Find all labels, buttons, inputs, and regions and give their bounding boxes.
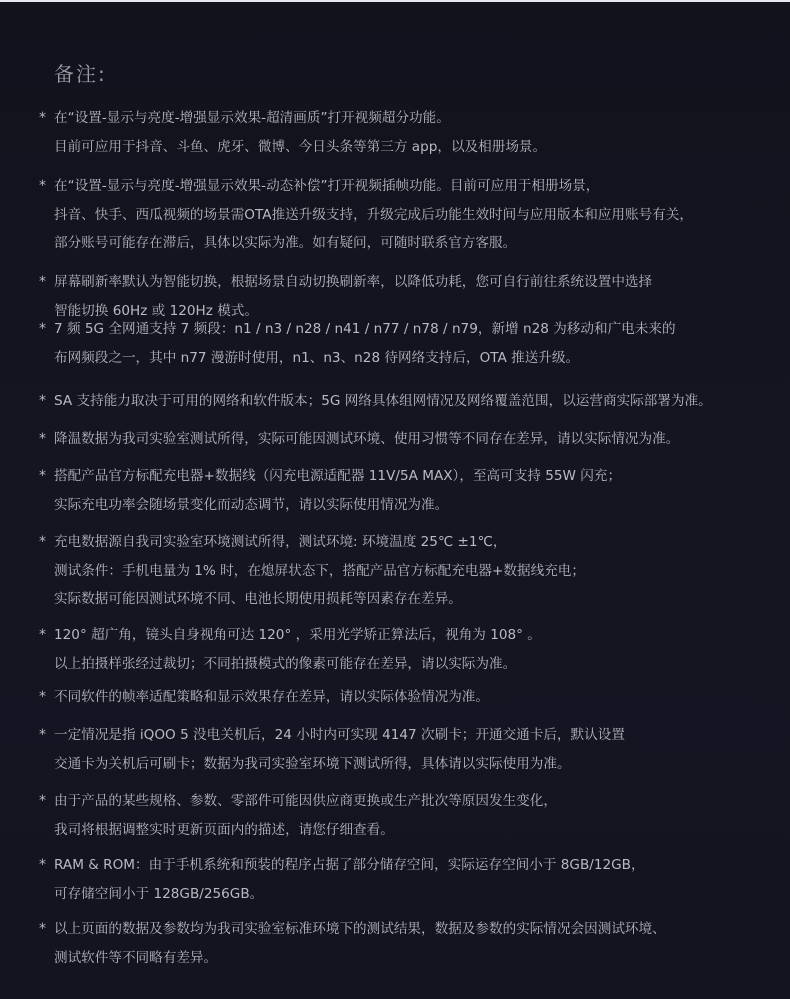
note-item — [39, 528, 790, 614]
note-line: 抖音、快手、西瓜视频的场景需OTA推送升级支持，升级完成后功能生效时间与应用版本和应用账号有关， — [54, 206, 693, 223]
note-item — [39, 172, 790, 258]
note-line: 目前可应用于抖音、斗鱼、虎牙、微博、今日头条等第三方 app，以及相册场景。 — [54, 138, 547, 155]
note-line: 测试软件等不同略有差异。 — [54, 949, 218, 966]
note-bullet: * — [39, 857, 46, 873]
note-line: 降温数据为我司实验室测试所得，实际可能因测试环境、使用习惯等不同存在差异，请以实际情况为准。 — [54, 431, 680, 447]
note-bullet: * — [39, 793, 46, 809]
note-line: 在“设置-显示与亮度-增强显示效果-动态补偿”打开视频插帧功能。目前可应用于相册场景， — [54, 178, 600, 194]
note-line: 测试条件：手机电量为 1% 时，在熄屏状态下，搭配产品官方标配充电器+数据线充电； — [54, 562, 585, 579]
note-line: 搭配产品官方标配充电器+数据线（闪充电源适配器 11V/5A MAX），至高可支持 55W 闪充； — [54, 468, 622, 484]
note-line: 充电数据源自我司实验室环境测试所得，测试环境: 环境温度 25℃ ±1℃， — [54, 534, 507, 550]
note-line: 实际数据可能因测试环境不同、电池长期使用损耗等因素存在差异。 — [54, 591, 462, 607]
note-item — [39, 621, 790, 678]
note-line: 部分账号可能存在滞后，具体以实际为准。如有疑问，可随时联系官方客服。 — [54, 235, 517, 251]
note-bullet: * — [39, 393, 46, 409]
note-item — [39, 787, 790, 844]
note-bullet: * — [39, 110, 46, 126]
note-bullet: * — [39, 921, 46, 937]
note-item — [39, 315, 790, 372]
note-line: 布网频段之一，其中 n77 漫游时使用，n1、n3、n28 待网络支持后，OTA 推送升级。 — [54, 349, 580, 366]
note-bullet: * — [39, 274, 46, 290]
note-line: RAM & ROM：由于手机系统和预装的程序占据了部分储存空间，实际运存空间小于 8GB/12GB， — [54, 857, 645, 873]
note-line: 不同软件的帧率适配策略和显示效果存在差异，请以实际体验情况为准。 — [54, 689, 489, 705]
note-line: 交通卡为关机后可刷卡；数据为我司实验室环境下测试所得，具体请以实际使用为准。 — [54, 755, 571, 772]
note-line: 智能切换 60Hz 或 120Hz 模式。 — [54, 302, 258, 319]
note-bullet: * — [39, 689, 46, 705]
note-item — [39, 387, 790, 416]
note-bullet: * — [39, 627, 46, 643]
note-item — [39, 683, 790, 712]
note-item — [39, 851, 790, 908]
note-line: 一定情况是指 iQOO 5 没电关机后，24 小时内可实现 4147 次刷卡；开通交通卡后，默认设置 — [54, 727, 625, 743]
note-line: SA 支持能力取决于可用的网络和软件版本；5G 网络具体组网情况及网络覆盖范围，以运营商实际部署为准。 — [54, 393, 712, 409]
note-item — [39, 425, 790, 454]
top-border — [0, 0, 790, 2]
note-item — [39, 721, 790, 778]
note-line: 实际充电功率会随场景变化而动态调节，请以实际使用情况为准。 — [54, 496, 449, 513]
note-bullet: * — [39, 431, 46, 447]
note-line: 以上页面的数据及参数均为我司实验室标准环境下的测试结果，数据及参数的实际情况会因测试环境、 — [54, 921, 666, 937]
note-item — [39, 915, 790, 972]
note-line: 120° 超广角，镜头自身视角可达 120° ，采用光学矫正算法后，视角为 108° 。 — [54, 627, 541, 643]
note-item — [39, 104, 790, 161]
note-bullet: * — [39, 468, 46, 484]
note-bullet: * — [39, 178, 46, 194]
note-item — [39, 462, 790, 519]
note-bullet: * — [39, 321, 46, 337]
note-bullet: * — [39, 727, 46, 743]
note-line: 屏幕刷新率默认为智能切换，根据场景自动切换刷新率，以降低功耗，您可自行前往系统设置中选择 — [54, 274, 653, 290]
note-line: 以上拍摄样张经过裁切；不同拍摄模式的像素可能存在差异，请以实际为准。 — [54, 655, 517, 672]
note-line: 可存储空间小于 128GB/256GB。 — [54, 885, 264, 902]
note-line: 在“设置-显示与亮度-增强显示效果-超清画质”打开视频超分功能。 — [54, 110, 450, 126]
notes-title: 备注: — [54, 62, 107, 86]
note-line: 7 频 5G 全网通支持 7 频段：n1 / n3 / n28 / n41 / n77 / n78 / n79，新增 n28 为移动和广电未来的 — [54, 321, 676, 337]
note-line: 由于产品的某些规格、参数、零部件可能因供应商更换或生产批次等原因发生变化， — [54, 793, 557, 809]
note-bullet: * — [39, 534, 46, 550]
note-line: 我司将根据调整实时更新页面内的描述，请您仔细查看。 — [54, 821, 394, 838]
